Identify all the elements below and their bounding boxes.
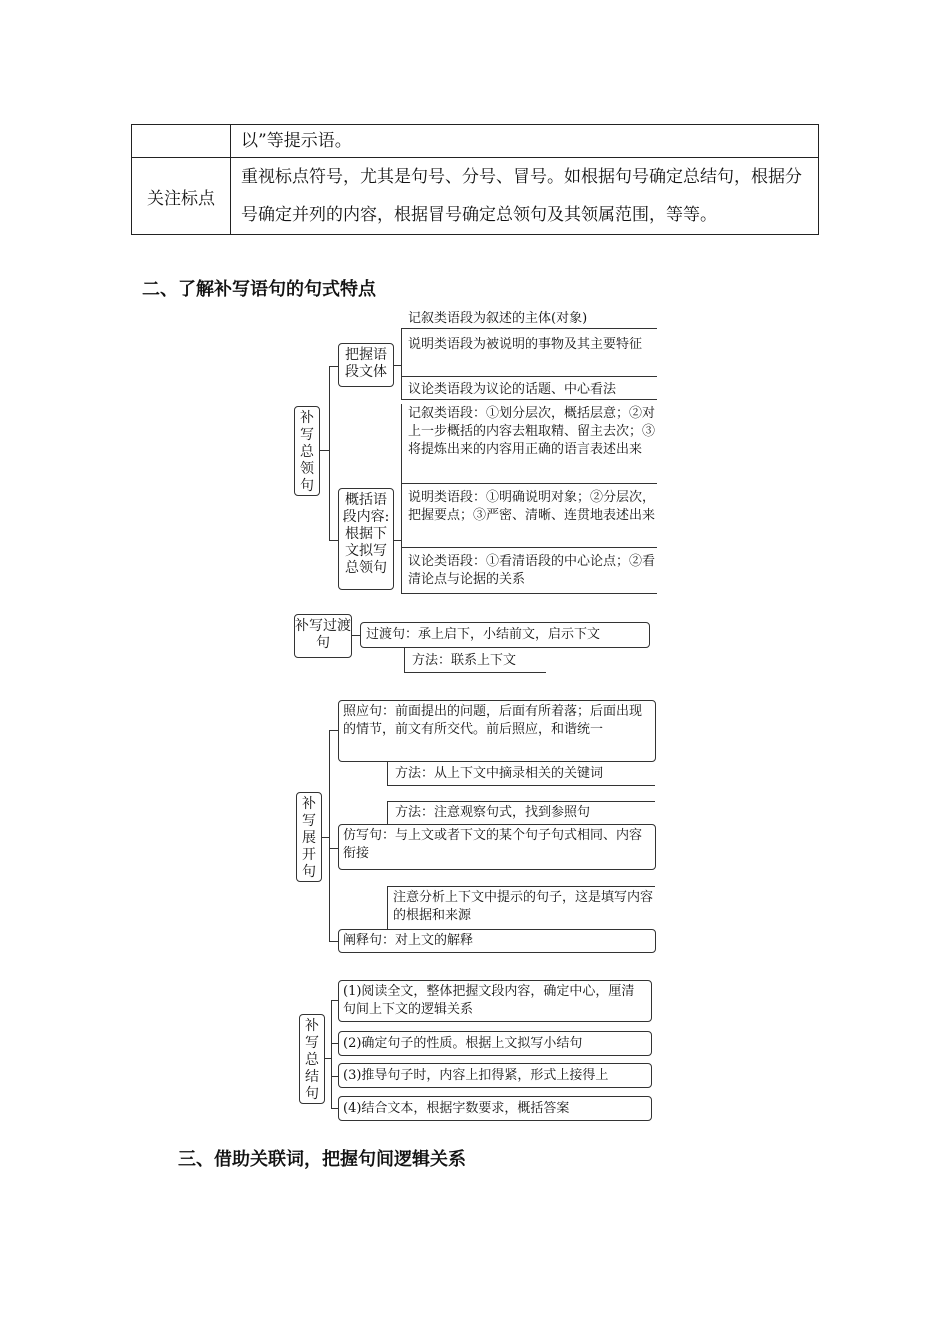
table-label-cell bbox=[132, 125, 231, 158]
guidance-table bbox=[131, 124, 819, 235]
conclusion-step: (2)确定句子的性质。根据上文拟写小结句 bbox=[338, 1031, 652, 1056]
section-heading: 三、借助关联词，把握句间逻辑关系 bbox=[178, 1149, 466, 1170]
branch-summary-box: 概括语段内容:根据下文拟写总领句 bbox=[338, 488, 394, 590]
conclusion-step: (4)结合文本，根据字数要求，概括答案 bbox=[338, 1096, 652, 1121]
echo-sentence-box: 照应句：前面提出的问题，后面有所着落；后面出现的情节，前文有所交代。前后照应，和谐统一 bbox=[338, 700, 656, 762]
explanation-method: 注意分析上下文中提示的句子，这是填写内容的根据和来源 bbox=[393, 890, 654, 923]
explanation-sentence-box: 阐释句：对上文的解释 bbox=[338, 929, 656, 953]
diagram-root-box: 补写过渡句 bbox=[294, 614, 352, 658]
conclusion-step: (3)推导句子时，内容上扣得紧，形式上接得上 bbox=[338, 1063, 652, 1088]
transition-item: 过渡句：承上启下，小结前文，启示下文 bbox=[360, 622, 650, 648]
imitation-method: 方法：注意观察句式，找到参照句 bbox=[395, 805, 591, 820]
table-row bbox=[132, 158, 819, 235]
summary-item: 议论类语段：①看清语段的中心论点；②看清论点与论据的关系 bbox=[408, 554, 656, 587]
imitation-sentence-box: 仿写句：与上文或者下文的某个句子句式相同、内容衔接 bbox=[338, 824, 656, 870]
diagram-root-box: 补写总结句 bbox=[299, 1014, 325, 1104]
genre-item: 记叙类语段为叙述的主体(对象) bbox=[408, 311, 588, 326]
genre-item: 说明类语段为被说明的事物及其主要特征 bbox=[408, 337, 643, 352]
diagram-root-box: 补写展开句 bbox=[296, 792, 322, 882]
summary-item: 说明类语段：①明确说明对象；②分层次，把握要点；③严密、清晰、连贯地表述出来 bbox=[408, 490, 656, 523]
echo-method: 方法：从上下文中摘录相关的关键词 bbox=[395, 766, 604, 781]
table-content-cell: 重视标点符号，尤其是句号、分号、冒号。如根据句号确定总结句，根据分号确定并列的内容，根据冒号确定总领句及其领属范围，等等。 bbox=[231, 158, 819, 235]
branch-genre-box: 把握语段文体 bbox=[338, 343, 394, 387]
table-label-cell: 关注标点 bbox=[132, 158, 231, 235]
table-content-cell: 以”等提示语。 bbox=[231, 125, 819, 158]
table-row bbox=[132, 125, 819, 158]
conclusion-step: (1)阅读全文，整体把握文段内容，确定中心，厘清句间上下文的逻辑关系 bbox=[338, 980, 652, 1022]
genre-item: 议论类语段为议论的话题、中心看法 bbox=[408, 382, 617, 397]
diagram-root-box: 补写总领句 bbox=[294, 406, 320, 496]
section-heading: 二、了解补写语句的句式特点 bbox=[142, 279, 376, 300]
transition-method: 方法：联系上下文 bbox=[412, 653, 517, 668]
summary-item: 记叙类语段：①划分层次，概括层意；②对上一步概括的内容去粗取精、留主去次；③将提炼出来的内容用正确的语言表述出来 bbox=[408, 406, 656, 457]
